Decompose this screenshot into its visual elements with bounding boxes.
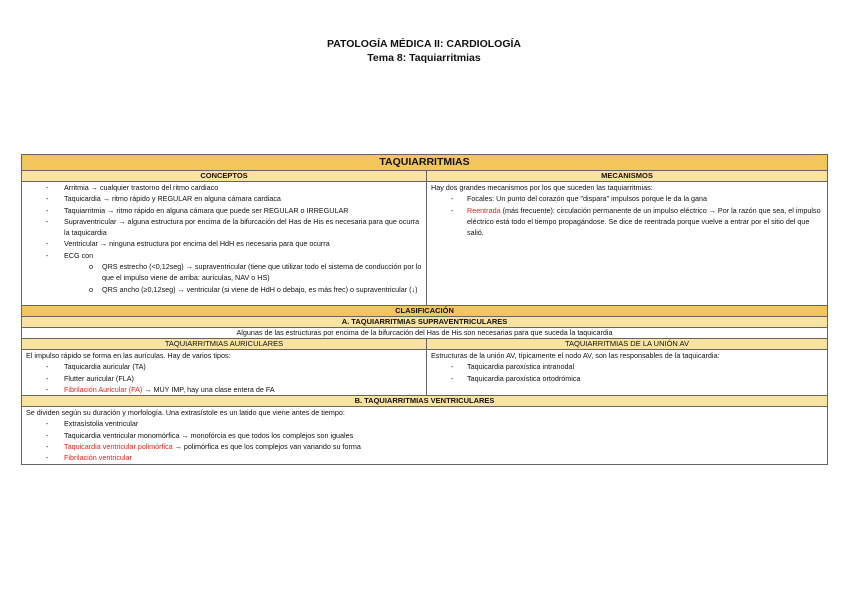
union-av-heading: TAQUIARRITMIAS DE LA UNIÓN AV	[427, 339, 828, 350]
document-header	[0, 37, 848, 65]
union-av-intro: Estructuras de la unión AV, típicamente el nodo AV, son las responsables de la taquicardia:	[431, 351, 720, 360]
list-item: - Taquicardia paroxística intranodal	[431, 361, 823, 372]
list-item: - Focales: Un punto del corazón que "dispara" impulsos porque le da la gana	[431, 193, 823, 204]
list-item: - Taquicardia paroxística ortodrómica	[431, 373, 823, 384]
supra-heading: A. TAQUIARRITMIAS SUPRAVENTRICULARES	[22, 317, 828, 328]
auriculares-heading: TAQUIARRITMIAS AURICULARES	[22, 339, 427, 350]
supra-note: Algunas de las estructuras por encima de la bifurcación del Has de His son necesarias para que suceda la taquicardia	[22, 328, 828, 339]
list-item: - Flutter auricular (FLA)	[26, 373, 422, 384]
list-item: - Ventricular → ninguna estructura por encima del HdH es necesaria para que ocurra	[26, 238, 422, 249]
ventric-cell	[22, 407, 828, 464]
list-item: - Taquicardia → ritmo rápido y REGULAR en alguna cámara cardiaca	[26, 193, 422, 204]
clasificacion-heading: CLASIFICACIÓN	[22, 306, 828, 317]
conceptos-cell	[22, 182, 427, 306]
mecanismos-list	[431, 193, 823, 238]
ventric-heading: B. TAQUIARRITMIAS VENTRICULARES	[22, 396, 828, 407]
auriculares-cell	[22, 350, 427, 396]
taquiarritmias-table	[21, 154, 828, 465]
list-item: - Supraventricular → alguna estructura por encima de la bifurcación del Has de His es necesaria para que ocurra la taquicardia	[26, 216, 422, 239]
table-title: TAQUIARRITMIAS	[22, 155, 828, 171]
list-item: - Arritmia → cualquier trastorno del ritmo cardiaco	[26, 182, 422, 193]
list-item: - Taquiarritmia → ritmo rápido en alguna cámara que puede ser REGULAR o IRREGULAR	[26, 205, 422, 216]
list-item: - Taquicardia auricular (TA)	[26, 361, 422, 372]
mecanismos-cell	[427, 182, 828, 306]
sub-list-item: o QRS estrecho (<0,12seg) → supraventricular (tiene que utilizar todo el sistema de conducción por lo que el impulso viene de arriba: aurículas, NAV o HS)	[26, 261, 422, 284]
mecanismos-intro: Hay dos grandes mecanismos por los que suceden las taquiarritmias:	[431, 183, 653, 192]
document-title: PATOLOGÍA MÉDICA II: CARDIOLOGÍA	[326, 38, 522, 50]
sub-list-item: o QRS ancho (≥0,12seg) → ventricular (si viene de HdH o debajo, es más frec) o supraventricular (↓)	[26, 284, 422, 295]
union-av-cell	[427, 350, 828, 396]
conceptos-heading: CONCEPTOS	[22, 171, 427, 182]
list-item: - ECG con	[26, 250, 422, 261]
union-av-list	[431, 361, 823, 384]
list-item: - Extrasístolia ventricular	[26, 418, 823, 429]
ventric-list	[26, 418, 823, 463]
document-subtitle: Tema 8: Taquiarritmias	[367, 52, 481, 64]
list-item: - Taquicardia ventricular polimórfica → polimórfica es que los complejos van variando su forma	[26, 441, 823, 452]
auriculares-list	[26, 361, 422, 395]
ventric-intro: Se dividen según su duración y morfología. Una extrasístole es un latido que viene antes de tiempo:	[26, 408, 345, 418]
auriculares-intro: El impulso rápido se forma en las aurículas. Hay de varios tipos:	[26, 351, 231, 360]
list-item: - Fibrilación ventricular	[26, 452, 823, 463]
list-item: - Taquicardia ventricular monomórfica → monofórcia es que todos los complejos son iguales	[26, 430, 823, 441]
conceptos-list	[26, 182, 422, 295]
mecanismos-heading: MECANISMOS	[427, 171, 828, 182]
list-item: - Fibrilación Auricular (FA) → MUY IMP, hay una clase entera de FA	[26, 384, 422, 395]
list-item: - Reentrada (más frecuente): circulación permanente de un impulso eléctrico → Por la razón que sea, el impulso eléctrico está todo el tiempo propagándose. Se dice de reentrada porque vuelve a entrar por el sitio del que salió.	[431, 205, 823, 239]
